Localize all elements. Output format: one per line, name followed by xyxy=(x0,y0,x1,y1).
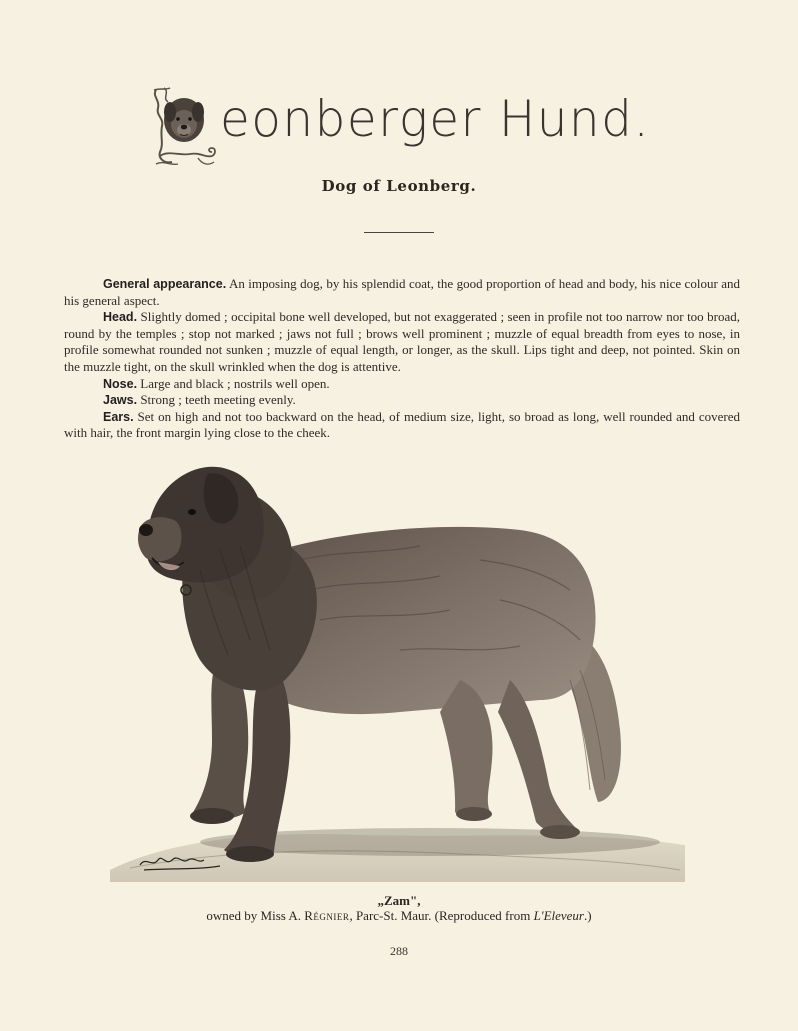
caption-dog-name: „Zam", xyxy=(377,893,421,908)
ornamental-initial-l-with-dog-head xyxy=(150,86,218,168)
section-body: Slightly domed ; occipital bone well developed, but not exaggerated ; seen in profile not too narrow nor too broad, round by the temples ; stop not marked ; jaws not full ; brows well prominent ; muzzle of equal breadth from eyes to nose, in profile somewhat rounded not sunken ; muzzle of equal length, or longer, as the skull. Lips tight and deep, not pointed. Skin on the muzzle tight, on the skull wrinkled when the dog is attentive. xyxy=(64,309,740,374)
caption-owned-middle: , Parc-St. Maur. (Reproduced from xyxy=(349,908,534,923)
section-body: Large and black ; nostrils well open. xyxy=(137,375,330,391)
section-term: Head. xyxy=(103,310,138,325)
caption-owner-surname: Régnier xyxy=(304,908,350,923)
section-body: Set on high and not too backward on the head, of medium size, light, so broad as long, well rounded and covered with hair, the front margin lying close to the cheek. xyxy=(64,408,740,441)
section-term: Jaws. xyxy=(103,393,138,408)
breed-standard-text xyxy=(64,276,740,442)
leonberger-dog-engraving xyxy=(100,450,700,890)
section-nose xyxy=(64,376,740,393)
page-subtitle: Dog of Leonberg. xyxy=(321,177,477,195)
section-term: Ears. xyxy=(103,409,134,424)
section-general-appearance xyxy=(64,276,740,309)
caption-owner-line xyxy=(0,908,798,924)
caption-source-title: L'Eleveur xyxy=(533,908,584,923)
caption-owned-prefix: owned by Miss A. xyxy=(206,908,305,923)
page-title: eonberger Hund. xyxy=(220,90,651,148)
section-body: Strong ; teeth meeting evenly. xyxy=(137,392,296,408)
caption-owned-suffix: .) xyxy=(584,908,592,923)
section-head xyxy=(64,309,740,375)
section-jaws xyxy=(64,392,740,409)
page-number: 288 xyxy=(390,944,408,958)
title-row xyxy=(150,86,670,170)
decorated-initial xyxy=(150,86,218,168)
section-term: Nose. xyxy=(103,376,138,391)
dog-illustration xyxy=(100,450,700,890)
section-ears xyxy=(64,409,740,442)
title-divider xyxy=(364,232,434,233)
section-term: General appearance. xyxy=(103,277,227,291)
section-body: An imposing dog, by his splendid coat, the good proportion of head and body, his nice colour and his general aspect. xyxy=(64,276,741,308)
